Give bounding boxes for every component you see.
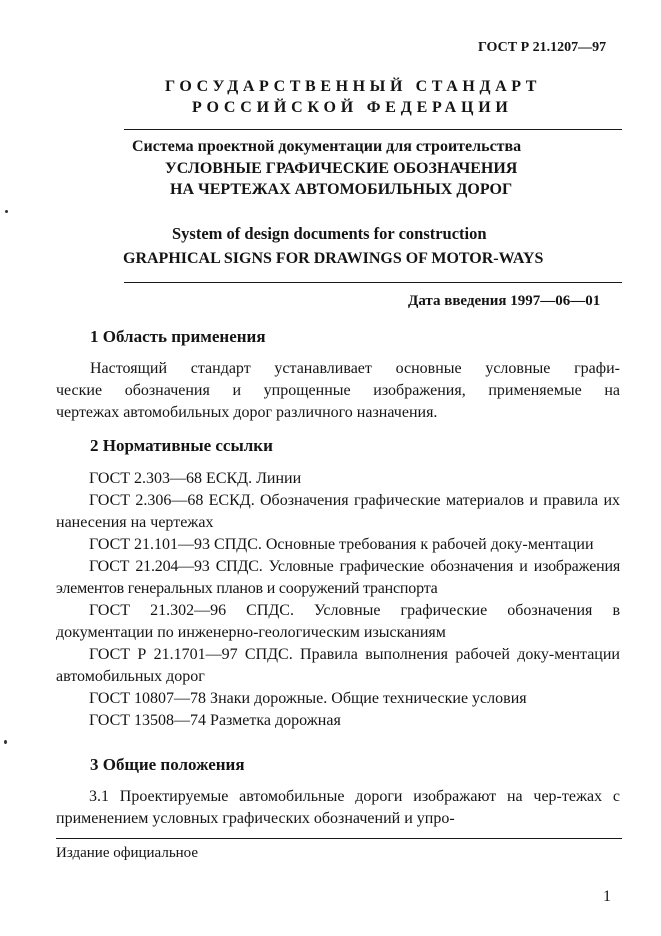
official-edition-note: Издание официальное (56, 845, 199, 861)
section3-heading: 3 Общие положения (90, 755, 245, 774)
scan-speck (5, 210, 8, 213)
reference-item: ГОСТ 13508—74 Разметка дорожная (89, 712, 341, 729)
reference-item: ГОСТ 21.101—93 СПДС. Основные требования к рабочей доку-ментации (89, 536, 594, 553)
footer-rule (56, 838, 622, 839)
document-title-ru-line1: УСЛОВНЫЕ ГРАФИЧЕСКИЕ ОБОЗНАЧЕНИЯ (165, 160, 518, 177)
top-rule (124, 129, 622, 130)
reference-item: ГОСТ 2.306—68 ЕСКД. Обозначения графические материалов и правила их нанесения на чертежах (56, 492, 620, 531)
section1-heading: 1 Область применения (90, 327, 266, 346)
document-title-en: GRAPHICAL SIGNS FOR DRAWINGS OF MOTOR-WAYS (123, 250, 544, 267)
normative-references-list (56, 468, 620, 732)
introduction-date: Дата введения 1997—06—01 (408, 293, 601, 309)
system-title-ru: Система проектной документации для строительства (132, 138, 522, 155)
reference-item: ГОСТ 2.303—68 ЕСКД. Линии (89, 470, 302, 487)
section1-line: ческие обозначения и упрощенные изображения, применяемые на (56, 382, 620, 399)
section1-paragraph (56, 358, 620, 424)
document-title-ru-line2: НА ЧЕРТЕЖАХ АВТОМОБИЛЬНЫХ ДОРОГ (170, 181, 513, 198)
section3-paragraph-3-1: 3.1 Проектируемые автомобильные дороги изображают на чер-тежах с применением условных графических обозначений и упро- (56, 788, 620, 827)
state-standard-line1: ГОСУДАРСТВЕННЫЙ СТАНДАРТ (165, 78, 542, 95)
state-standard-line2: РОССИЙСКОЙ ФЕДЕРАЦИИ (192, 99, 513, 116)
reference-item: ГОСТ Р 21.1701—97 СПДС. Правила выполнения рабочей доку-ментации автомобильных дорог (56, 646, 620, 685)
page-number: 1 (603, 888, 611, 905)
document-code: ГОСТ Р 21.1207—97 (478, 40, 607, 55)
reference-item: ГОСТ 10807—78 Знаки дорожные. Общие технические условия (89, 690, 527, 707)
section2-heading: 2 Нормативные ссылки (90, 436, 273, 455)
title-bottom-rule (124, 282, 622, 283)
scan-speck (4, 740, 7, 744)
section1-line: чертежах автомобильных дорог различного назначения. (56, 404, 438, 421)
system-title-en: System of design documents for construction (172, 224, 487, 243)
reference-item: ГОСТ 21.302—96 СПДС. Условные графические обозначения в документации по инженерно-геологическим изысканиям (56, 602, 620, 641)
reference-item: ГОСТ 21.204—93 СПДС. Условные графические обозначения и изображения элементов генеральных планов и сооружений транспорта (56, 558, 620, 597)
section1-line: Настоящий стандарт устанавливает основные условные графи- (90, 360, 620, 377)
